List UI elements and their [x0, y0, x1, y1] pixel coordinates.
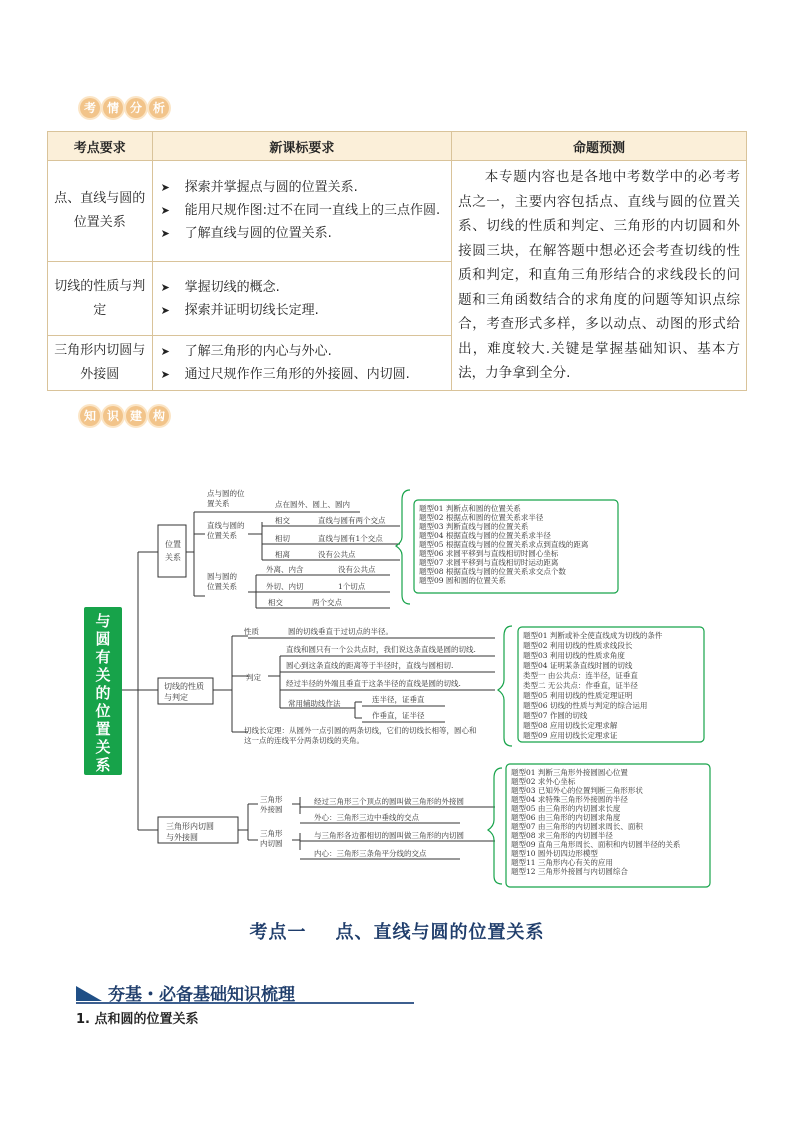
question-item: 题型06 切线的性质与判定的综合运用: [523, 701, 648, 710]
node-text: 点在圆外、圆上、圆内: [275, 500, 350, 509]
node-text: 相切: [275, 534, 290, 543]
key-point-title: 考点一 点、直线与圆的位置关系: [249, 922, 545, 943]
question-item: 题型06 由三角形的内切圆求角度: [511, 813, 621, 822]
node-text: 外切、内切: [266, 582, 304, 591]
question-item: 题型05 利用切线的性质定理证明: [523, 691, 633, 700]
question-item: 题型09 应用切线长定理求证: [523, 731, 618, 740]
banner-title: 夯基・必备基础知识梳理: [108, 985, 295, 1005]
root-char: 圆: [95, 630, 111, 648]
section-char: 知: [80, 406, 100, 426]
arrow-bullet-icon: ➤: [160, 227, 170, 241]
root-char: 系: [95, 756, 111, 774]
section-banner: [76, 980, 414, 1004]
question-item: 题型04 证明某条直线时圆的切线: [523, 661, 633, 670]
node-text: 连半径，证垂直: [372, 695, 425, 704]
branch-title: 三角形内切圆: [166, 822, 214, 831]
header-prediction: 命题预测: [452, 132, 747, 161]
node-text: 直线与圆有1个交点: [318, 534, 383, 543]
list-item: ➤ 了解三角形的内心与外心.: [157, 340, 447, 363]
list-item: ➤ 探索并证明切线长定理.: [157, 299, 447, 322]
root-char: 位: [95, 702, 111, 720]
question-item: 题型02 求外心坐标: [511, 777, 576, 786]
question-item: 类型二 无公共点：作垂直，证半径: [523, 681, 638, 690]
question-item: 类型一 由公共点：连半径，证垂直: [523, 671, 638, 680]
list-item: ➤ 了解直线与圆的位置关系.: [157, 222, 447, 245]
node-label: 外接圆: [260, 805, 283, 814]
section-char: 识: [103, 406, 123, 426]
question-item: 题型04 求特殊三角形外接圆的半径: [511, 795, 628, 804]
header-standard: 新课标要求: [152, 132, 451, 161]
section-char: 分: [126, 98, 146, 118]
node-text: 没有公共点: [338, 565, 376, 574]
node-label: 三角形: [260, 829, 283, 838]
root-char: 有: [95, 648, 111, 666]
question-item: 题型01 判断或补全使直线成为切线的条件: [523, 631, 663, 640]
branch-title: 关系: [165, 553, 181, 562]
arrow-bullet-icon: ➤: [160, 303, 170, 317]
branch-title: 位置: [165, 540, 181, 549]
node-text: 相交: [275, 516, 290, 525]
node-text: 外心：三角形三边中垂线的交点: [314, 813, 419, 822]
node-label: 三角形: [260, 795, 283, 804]
question-item: 题型12 三角形外接圆与内切圆综合: [511, 867, 628, 876]
node-text: 圆心到这条直线的距离等于半径时，直线与圆相切.: [286, 661, 454, 670]
node-text: 两个交点: [312, 598, 342, 607]
node-text: 相离: [275, 550, 290, 559]
branch-title: 切线的性质: [164, 682, 204, 691]
question-item: 题型02 利用切线的性质求线段长: [523, 641, 633, 650]
question-item: 题型05 根据直线与圆的位置关系求点到直线的距离: [419, 540, 589, 549]
node-text: 圆的切线垂直于过切点的半径。: [288, 627, 393, 636]
question-item: 题型10 圆外切四边形模型: [511, 849, 598, 858]
node-text: 相交: [268, 598, 283, 607]
node-text: 没有公共点: [318, 550, 356, 559]
root-char: 关: [95, 738, 111, 756]
topic-cell: 点、直线与圆的位置关系: [48, 161, 153, 262]
question-item: 题型08 应用切线长定理求解: [523, 721, 618, 730]
question-item: 题型08 根据直线与圆的位置关系求交点个数: [419, 567, 566, 576]
question-item: 题型01 判断三角形外接圆圆心位置: [511, 768, 628, 777]
node-text: 直线和圆只有一个公共点时，我们说这条直线是圆的切线.: [286, 645, 476, 654]
question-item: 题型03 已知外心的位置判断三角形形状: [511, 786, 643, 795]
arrow-bullet-icon: ➤: [160, 204, 170, 218]
question-item: 题型05 由三角形的内切圆求长度: [511, 804, 621, 813]
node-label: 圆与圆的: [207, 572, 237, 581]
question-item: 题型04 根据直线与圆的位置关系求半径: [419, 531, 551, 540]
section-char: 构: [149, 406, 169, 426]
node-label: 内切圆: [260, 839, 283, 848]
root-char: 关: [95, 666, 111, 684]
arrow-bullet-icon: ➤: [160, 181, 170, 195]
topic-cell: 三角形内切圆与外接圆: [48, 336, 153, 390]
node-label: 位置关系: [207, 531, 237, 540]
section-char: 建: [126, 406, 146, 426]
node-label: 位置关系: [207, 582, 237, 591]
section-char: 情: [103, 98, 123, 118]
question-item: 题型03 利用切线的性质求角度: [523, 651, 625, 660]
node-text: 内心：三角形三条角平分线的交点: [314, 849, 427, 858]
node-label: 置关系: [207, 499, 230, 508]
node-label: 性质: [244, 627, 259, 636]
list-item: ➤ 能用尺规作图:过不在同一直线上的三点作圆.: [157, 199, 447, 222]
root-char: 置: [95, 720, 111, 738]
node-label: 点与圆的位: [207, 489, 245, 498]
question-item: 题型06 求圆平移到与直线相切时圆心坐标: [419, 549, 559, 558]
node-text: 外离、内含: [266, 565, 304, 574]
question-item: 题型07 求圆平移到与直线相切时运动距离: [419, 558, 559, 567]
branch-title: 与判定: [164, 693, 188, 702]
node-text: 直线与圆有两个交点: [318, 516, 386, 525]
theorem-text: 切线长定理：从圆外一点引圆的两条切线，它们的切线长相等，圆心和: [244, 726, 477, 735]
arrow-bullet-icon: ➤: [160, 280, 170, 294]
list-item: ➤ 掌握切线的概念.: [157, 276, 447, 299]
question-item: 题型07 由三角形的内切圆求周长、面积: [511, 822, 643, 831]
topic-cell: 切线的性质与判定: [48, 261, 153, 335]
root-char: 的: [95, 684, 111, 702]
branch-title: 与外接圆: [166, 833, 198, 842]
question-item: 题型09 圆和圆的位置关系: [419, 576, 506, 585]
question-item: 题型02 根据点和圆的位置关系求半径: [419, 513, 544, 522]
question-item: 题型11 三角形内心有关的应用: [511, 858, 613, 867]
node-text: 作垂直，证半径: [372, 711, 425, 720]
question-item: 题型08 求三角形的内切圆半径: [511, 831, 613, 840]
theorem-text: 这一点的连线平分两条切线的夹角。: [244, 736, 364, 745]
question-item: 题型03 判断直线与圆的位置关系: [419, 522, 529, 531]
section-char: 考: [80, 98, 100, 118]
node-text: 与三角形各边都相切的圆叫做三角形的内切圆: [314, 831, 464, 840]
node-label: 判定: [246, 673, 261, 682]
section-char: 析: [149, 98, 169, 118]
question-item: 题型07 作圆的切线: [523, 711, 588, 720]
list-item: ➤ 探索并掌握点与圆的位置关系.: [157, 176, 447, 199]
arrow-bullet-icon: ➤: [160, 344, 170, 358]
question-item: 题型01 判断点和圆的位置关系: [419, 504, 521, 513]
list-item: ➤ 通过尺规作作三角形的外接圆、内切圆.: [157, 363, 447, 386]
node-text: 经过半径的外端且垂直于这条半径的直线是圆的切线.: [286, 679, 461, 688]
root-char: 与: [95, 612, 111, 630]
question-item: 题型09 直角三角形周长、面积和内切圆半径的关系: [511, 840, 681, 849]
arrow-bullet-icon: ➤: [160, 367, 170, 381]
subheading: 1. 点和圆的位置关系: [76, 1012, 199, 1027]
node-label: 直线与圆的: [207, 521, 245, 530]
prediction-text: 本专题内容也是各地中考数学中的必考考点之一，主要内容包括点、直线与圆的位置关系、切线的性质和判定、三角形的内切圆和外接圆三块，在解答题中想必还会考查切线的性质和判定，和直角三角形结合的求线段长的问题和三角函数结合的求角度的问题等知识点综合，考查形式多样，多以动点、动图的形式给出，难度较大.关键是掌握基础知识、基本方法，力争拿到全分.: [458, 169, 740, 381]
banner-triangle: [76, 986, 102, 1001]
node-text: 1个切点: [338, 582, 366, 591]
header-topic: 考点要求: [48, 132, 153, 161]
node-label: 常用辅助线作法: [288, 699, 341, 708]
node-text: 经过三角形三个顶点的圆叫做三角形的外接圆: [314, 797, 464, 806]
